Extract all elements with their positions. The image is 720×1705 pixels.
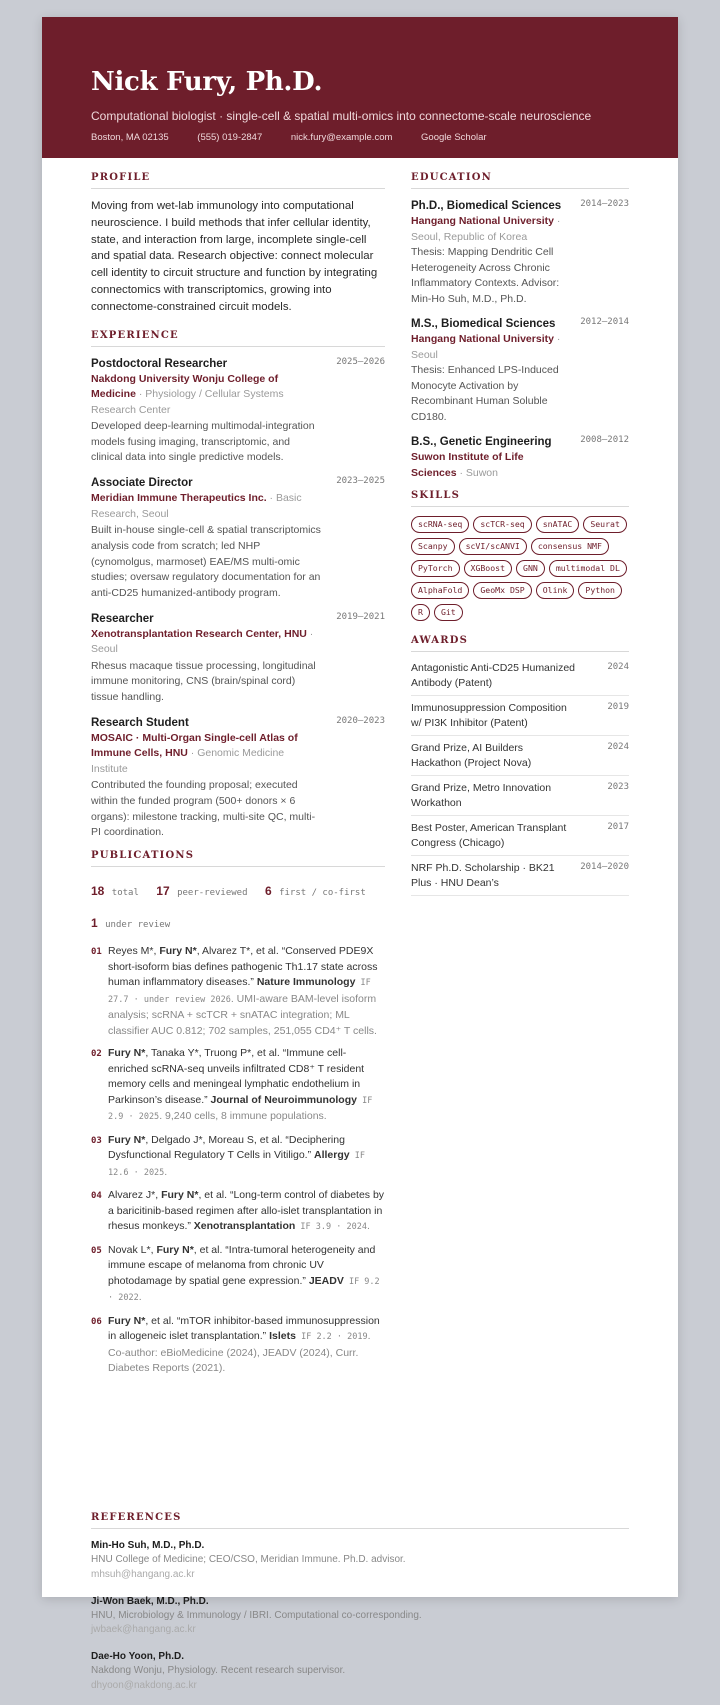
skill-tag: XGBoost (464, 560, 513, 577)
publication-item (91, 1046, 385, 1126)
job-org-detail: · Seoul (91, 627, 314, 656)
publication-note: . Co-author: eBioMedicine (2024), JEADV (2024), Curr. Diabetes Reports (2021). (108, 1330, 371, 1375)
education-institution (411, 450, 571, 481)
award-title: Grand Prize, AI Builders Hackathon (Project Nova) (411, 742, 532, 769)
reference-name: Dae-Ho Yoon, Ph.D. (91, 1651, 184, 1662)
contact-phone[interactable]: (555) 019-2847 (197, 132, 263, 143)
skill-tag: Python (578, 582, 622, 599)
references-section (91, 1512, 629, 1705)
publication-note: . (164, 1165, 168, 1178)
skill-tag: scRNA-seq (411, 516, 469, 533)
job-date: 2025–2026 (336, 356, 385, 367)
reference-affiliation: Nakdong Wonju, Physiology. Recent research supervisor. (91, 1665, 346, 1676)
publication-item (91, 1243, 385, 1307)
reference-email[interactable]: jwbaek@hangang.ac.kr (91, 1624, 196, 1635)
publication-self-author: Fury N* (161, 1189, 199, 1202)
job-organization (91, 372, 323, 419)
person-name: Nick Fury, Ph.D. (91, 67, 323, 97)
education-school: Suwon Institute of Life Sciences (411, 451, 524, 479)
education-institution (411, 214, 571, 245)
reference-entry (91, 1538, 629, 1582)
stat-review-count: 1 (91, 916, 98, 931)
publication-self-author: Fury N* (108, 1314, 146, 1327)
contact-scholar-link[interactable]: Google Scholar (421, 132, 487, 143)
reference-name: Min-Ho Suh, M.D., Ph.D. (91, 1540, 205, 1551)
job-org-detail: · Physiology / Cellular Systems Research Center (91, 388, 284, 416)
skills-list (411, 516, 629, 621)
publication-journal: Nature Immunology (256, 976, 356, 989)
publication-impact: IF 2.2 · 2019 (295, 1332, 368, 1343)
publication-number: 05 (91, 1245, 102, 1256)
publication-journal: Journal of Neuroimmunology (210, 1093, 357, 1106)
publication-item (91, 1188, 385, 1236)
publication-stats (91, 876, 385, 940)
award-date: 2024 (607, 742, 629, 752)
skill-tag: scTCR-seq (473, 516, 531, 533)
publication-item (91, 1133, 385, 1182)
publication-note: . (138, 1291, 142, 1304)
reference-email[interactable]: mhsuh@hangang.ac.kr (91, 1568, 195, 1580)
award-date: 2023 (607, 782, 629, 792)
job-org-name: MOSAIC · Multi-Organ Single-cell Atlas of Immune Cells, HNU (91, 731, 298, 760)
right-column (411, 172, 629, 896)
job-date: 2019–2021 (336, 611, 385, 622)
skill-tag: Olink (536, 582, 575, 599)
contact-row (91, 132, 629, 143)
publication-impact: IF 27.7 · under review 2026 (108, 978, 371, 1005)
stat-review-label: under review (105, 920, 171, 931)
publication-number: 01 (91, 947, 102, 958)
publication-number: 06 (91, 1316, 102, 1327)
education-date: 2008–2012 (580, 435, 629, 445)
stat-total-count: 18 (91, 884, 105, 899)
publication-citation: , Delgado J*, Moreau S, et al. “Deciphering Dysfunctional Regulatory T Cells in Vitiligo.” (108, 1133, 345, 1162)
reference-entry (91, 1649, 629, 1693)
skill-tag: R (411, 604, 430, 621)
resume-page (42, 17, 678, 1691)
publication-list (91, 944, 385, 1377)
skill-tag: scVI/scANVI (459, 538, 527, 555)
publication-journal: Allergy (314, 1149, 350, 1162)
award-date: 2014–2020 (580, 862, 629, 872)
education-heading: EDUCATION (411, 172, 629, 189)
stat-peer-label: peer-reviewed (177, 888, 248, 899)
award-date: 2017 (607, 822, 629, 832)
job-description: Rhesus macaque tissue processing, longitudinal immune monitoring, CNS (brain/spinal cord) tissue handling. (91, 659, 316, 704)
job-title: Postdoctoral Researcher (91, 357, 228, 370)
education-entry (411, 198, 629, 307)
education-degree: M.S., Biomedical Sciences (411, 318, 556, 330)
publication-self-author: Fury N* (108, 1047, 146, 1060)
awards-list (411, 661, 629, 896)
publication-impact: IF 12.6 · 2025 (108, 1151, 365, 1178)
publication-impact: IF 9.2 · 2022 (108, 1276, 380, 1304)
skill-tag: snATAC (536, 516, 580, 533)
stat-total-label: total (111, 888, 139, 899)
experience-list (91, 356, 385, 842)
publication-impact: IF 2.9 · 2025 (108, 1095, 373, 1123)
skill-tag: Seurat (583, 516, 627, 533)
award-item (411, 736, 629, 776)
award-item (411, 776, 629, 816)
job-organization (91, 491, 323, 522)
job-org-name: Xenotransplantation Research Center, HNU (91, 627, 307, 640)
award-title: Best Poster, American Transplant Congress (Chicago) (411, 822, 567, 849)
publication-item (91, 1314, 385, 1377)
award-item (411, 696, 629, 736)
publication-note: . (366, 1220, 370, 1233)
skill-tag: Scanpy (411, 538, 455, 555)
education-list (411, 198, 629, 481)
education-entry (411, 316, 629, 425)
skill-tag: GeoMx DSP (473, 582, 531, 599)
award-title: Grand Prize, Metro Innovation Workathon (411, 782, 552, 809)
award-date: 2024 (607, 662, 629, 672)
resume-header (42, 17, 678, 158)
publication-number: 04 (91, 1191, 102, 1202)
job-entry (91, 356, 385, 467)
publication-journal: Xenotransplantation (193, 1220, 296, 1233)
skill-tag: Git (434, 604, 463, 621)
award-item (411, 661, 629, 696)
education-date: 2012–2014 (580, 317, 629, 327)
publication-self-author: Fury N* (108, 1133, 146, 1146)
job-title: Researcher (91, 612, 154, 625)
experience-heading: EXPERIENCE (91, 330, 385, 347)
publication-authors-pre: Novak L*, (108, 1243, 157, 1256)
education-school: Hangang National University (411, 215, 554, 227)
tagline: Computational biologist · single-cell & spatial multi-omics into connectome-scale neuroscience (91, 109, 592, 123)
skill-tag: consensus NMF (531, 538, 609, 555)
award-item (411, 816, 629, 856)
profile-text: Moving from wet-lab immunology into computational neuroscience. I build methods that infer cellular identity, state, and interaction from large, incomplete single-cell and spatial data. Research objective: connect molecular cell identity to circuit structure and function by integrating connectomics with transcriptomics, growing into connectome-constrained circuit models. (91, 200, 378, 313)
education-thesis: Thesis: Enhanced LPS-Induced Monocyte Activation by Recombinant Human Soluble CD180. (411, 364, 559, 423)
publication-citation: , et al. “Long-term control of diabetes by a baricitinib-based regimen after allo-islet transplantation in rhesus monkeys.” (108, 1189, 385, 1233)
job-entry (91, 611, 385, 706)
skill-tag: multimodal DL (549, 560, 627, 577)
publication-item (91, 944, 385, 1039)
publication-citation: , et al. “mTOR inhibitor-based immunosuppression in allogeneic islet transplantation.” (108, 1314, 380, 1343)
education-date: 2014–2023 (580, 199, 629, 209)
job-organization (91, 731, 323, 778)
publication-note: . 9,240 cells, 8 immune populations. (159, 1110, 327, 1123)
awards-heading: AWARDS (411, 635, 629, 652)
reference-entry (91, 1594, 629, 1638)
publication-self-author: Fury N* (156, 1243, 194, 1256)
profile-heading: PROFILE (91, 172, 385, 189)
education-degree: B.S., Genetic Engineering (411, 436, 552, 448)
job-org-detail: · Genomic Medicine Institute (91, 747, 285, 775)
education-degree: Ph.D., Biomedical Sciences (411, 200, 562, 212)
publication-authors-pre: Reyes M*, (108, 945, 160, 958)
job-title: Associate Director (91, 477, 193, 490)
skill-tag: GNN (516, 560, 545, 577)
job-org-name: Meridian Immune Therapeutics Inc. (91, 492, 267, 505)
publication-journal: Islets (269, 1330, 296, 1343)
publication-journal: JEADV (308, 1274, 344, 1287)
skill-tag: PyTorch (411, 560, 460, 577)
reference-email[interactable]: dhyoon@nakdong.ac.kr (91, 1679, 197, 1691)
award-title: NRF Ph.D. Scholarship · BK21 Plus · HNU Dean’s (411, 862, 555, 889)
contact-location: Boston, MA 02135 (91, 132, 169, 143)
reference-affiliation: HNU, Microbiology & Immunology / IBRI. Computational co-corresponding. (91, 1609, 422, 1621)
publication-number: 02 (91, 1049, 102, 1060)
stat-first-label: first / co-first (279, 888, 366, 899)
publication-citation: , Tanaka Y*, Truong P*, et al. “Immune cell-enriched scRNA-seq unveils infiltrated CD8⁺ T resident memory cells and meningeal lymphatic endothelium in Parkinson’s disease.” (108, 1047, 365, 1106)
education-location: · Seoul, Republic of Korea (411, 215, 561, 243)
job-org-name: Nakdong University Wonju College of Medicine (91, 372, 279, 401)
job-entry (91, 475, 385, 602)
job-title: Research Student (91, 716, 189, 729)
skill-tag: AlphaFold (411, 582, 469, 599)
publication-self-author: Fury N* (159, 945, 197, 958)
stat-peer-count: 17 (156, 884, 170, 899)
job-org-detail: · Basic Research, Seoul (91, 492, 302, 520)
education-entry (411, 434, 629, 481)
left-column (91, 172, 385, 1384)
reference-name: Ji-Won Baek, M.D., Ph.D. (91, 1595, 209, 1607)
references-list (91, 1538, 629, 1693)
reference-affiliation: HNU College of Medicine; CEO/CSO, Meridian Immune. Ph.D. advisor. (91, 1554, 406, 1565)
skills-heading: SKILLS (411, 490, 629, 507)
references-heading: REFERENCES (91, 1512, 629, 1529)
job-description: Developed deep-learning multimodal-integration models fusing imaging, transcriptomic, and clinical data into single predictive models. (91, 420, 315, 464)
publication-impact: IF 3.9 · 2024 (295, 1222, 367, 1233)
education-institution (411, 332, 571, 363)
job-organization (91, 627, 323, 658)
award-date: 2019 (607, 702, 629, 712)
award-item (411, 856, 629, 896)
publication-citation: , Alvarez T*, et al. “Conserved PDE9X short-isoform bias defines pathogenic Th1.17 state across human inflammatory diseases.” (108, 945, 378, 989)
job-description: Contributed the founding proposal; executed within the funded program (500+ donors × 6 organs): milestone tracking, multi-site QC, multi-PI coordination. (91, 779, 316, 839)
education-thesis: Thesis: Mapping Dendritic Cell Heterogeneity Across Chronic Inflammatory Contexts. Advisor: Min-Ho Suh, M.D., Ph.D. (411, 246, 560, 305)
publication-number: 03 (91, 1135, 102, 1146)
job-description: Built in-house single-cell & spatial transcriptomics analysis code from scratch; led NHP (cynomolgus, marmoset) EAE/MS multi-omic studies; oversaw regulatory documentation for an anti-CD25 humanized-antibody program. (91, 524, 321, 599)
job-entry (91, 715, 385, 841)
award-title: Antagonistic Anti-CD25 Humanized Antibody (Patent) (411, 662, 576, 689)
publication-note: . UMI-aware BAM-level isoform analysis; scRNA + scTCR + snATAC integration; ML classifier AUC 0.812; 702 samples, 251,055 CD4⁺ T cells. (108, 992, 377, 1037)
stat-first-count: 6 (264, 884, 272, 899)
publications-heading: PUBLICATIONS (91, 850, 385, 867)
contact-email[interactable]: nick.fury@example.com (290, 132, 393, 143)
job-date: 2023–2025 (336, 476, 385, 487)
education-location: · Seoul (411, 333, 561, 361)
education-location: · Suwon (456, 466, 498, 479)
award-title: Immunosuppression Composition w/ PI3K Inhibitor (Patent) (411, 702, 567, 729)
education-school: Hangang National University (411, 333, 554, 345)
job-date: 2020–2023 (336, 715, 385, 726)
publication-authors-pre: Alvarez J*, (108, 1189, 162, 1202)
publication-citation: , et al. “Intra-tumoral heterogeneity and immune escape of melanoma from chronic UV photodamage by spatial gene expression.” (108, 1243, 376, 1287)
